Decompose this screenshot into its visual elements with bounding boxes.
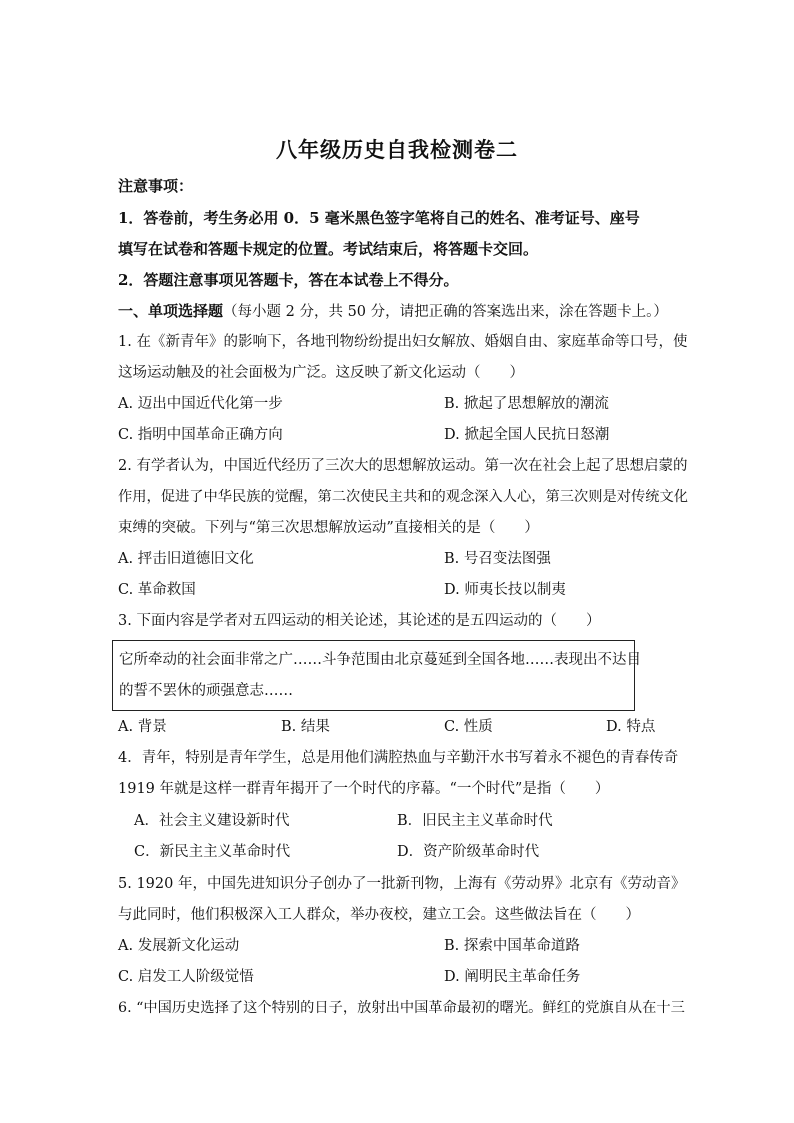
section-heading xyxy=(118,301,683,322)
section-heading-title: 一、单项选择题 xyxy=(118,302,224,320)
q5-option-a[interactable]: A. 发展新文化运动 xyxy=(118,938,240,954)
q4-option-b[interactable]: B．旧民主主义革命时代 xyxy=(397,813,553,829)
notice-item-1-line-1: 1．答卷前，考生务必用 0．5 毫米黑色签字笔将自己的姓名、准考证号、座号 xyxy=(118,209,640,227)
q1-option-c[interactable]: C. 指明中国革命正确方向 xyxy=(118,427,283,443)
q3-option-d[interactable]: D. 特点 xyxy=(606,719,656,735)
q4-stem-line-1: 4．青年，特别是青年学生，总是用他们满腔热血与辛勤汗水书写着永不褪色的青春传奇 xyxy=(118,750,679,766)
q1-stem-line-2: 这场运动触及的社会面极为广泛。这反映了新文化运动（ ） xyxy=(118,365,524,381)
q5-option-c[interactable]: C. 启发工人阶级觉悟 xyxy=(118,969,254,985)
q5-option-d[interactable]: D. 阐明民主革命任务 xyxy=(444,969,581,985)
q3-quote-line-2: 的誓不罢休的顽强意志…… xyxy=(119,683,293,699)
exam-title: 八年级历史自我检测卷二 xyxy=(276,137,518,162)
q2-option-a[interactable]: A. 抨击旧道德旧文化 xyxy=(118,551,254,567)
q4-option-d[interactable]: D．资产阶级革命时代 xyxy=(397,844,540,860)
q5-option-b[interactable]: B. 探索中国革命道路 xyxy=(444,938,580,954)
q2-option-c[interactable]: C. 革命救国 xyxy=(118,582,196,598)
q3-stem: 3. 下面内容是学者对五四运动的相关论述，其论述的是五四运动的（ ） xyxy=(118,613,601,629)
section-heading-instructions: （每小题 2 分，共 50 分，请把正确的答案选出来，涂在答题卡上。） xyxy=(223,304,668,320)
q1-option-a[interactable]: A. 迈出中国近代化第一步 xyxy=(118,396,283,412)
q1-stem-line-1: 1. 在《新青年》的影响下，各地刊物纷纷提出妇女解放、婚姻自由、家庭革命等口号，使 xyxy=(118,334,688,350)
q3-option-b[interactable]: B. 结果 xyxy=(281,719,330,735)
q2-stem-line-2: 作用，促进了中华民族的觉醒，第二次使民主共和的观念深入人心，第三次则是对传统文化 xyxy=(118,489,689,505)
q4-option-a[interactable]: A．社会主义建设新时代 xyxy=(134,813,290,829)
q1-option-b[interactable]: B. 掀起了思想解放的潮流 xyxy=(444,396,609,412)
q1-option-d[interactable]: D. 掀起全国人民抗日怒潮 xyxy=(444,427,610,443)
q3-option-a[interactable]: A. 背景 xyxy=(118,719,167,735)
q3-quote-line-1: 它所牵动的社会面非常之广……斗争范围由北京蔓延到全国各地……表现出不达目 xyxy=(119,652,641,668)
q2-option-b[interactable]: B. 号召变法图强 xyxy=(444,551,551,567)
q3-option-c[interactable]: C. 性质 xyxy=(444,719,493,735)
q4-option-c[interactable]: C．新民主主义革命时代 xyxy=(134,844,291,860)
q4-stem-line-2: 1919 年就是这样一群青年揭开了一个时代的序幕。“一个时代”是指（ ） xyxy=(118,781,610,797)
q3-quote-box xyxy=(112,640,641,711)
q2-stem-line-1: 2. 有学者认为，中国近代经历了三次大的思想解放运动。第一次在社会上起了思想启蒙的 xyxy=(118,458,688,474)
notice-item-2: 2．答题注意事项见答题卡，答在本试卷上不得分。 xyxy=(118,271,459,289)
notice-heading: 注意事项： xyxy=(118,177,194,195)
q2-stem-line-3: 束缚的突破。下列与“第三次思想解放运动”直接相关的是（ ） xyxy=(118,520,539,536)
q5-stem-line-1: 5. 1920 年，中国先进知识分子创办了一批新刊物，上海有《劳动界》北京有《劳动音》 xyxy=(118,876,686,892)
q2-option-d[interactable]: D. 师夷长技以制夷 xyxy=(444,582,566,598)
q5-stem-line-2: 与此同时，他们积极深入工人群众，举办夜校，建立工会。这些做法旨在（ ） xyxy=(118,907,640,923)
notice-item-1-line-2: 填写在试卷和答题卡规定的位置。考试结束后，将答题卡交回。 xyxy=(118,240,539,258)
q6-stem-line-1: 6. “中国历史选择了这个特别的日子，放射出中国革命最初的曙光。鲜红的党旗自从在十三 xyxy=(118,1000,685,1016)
